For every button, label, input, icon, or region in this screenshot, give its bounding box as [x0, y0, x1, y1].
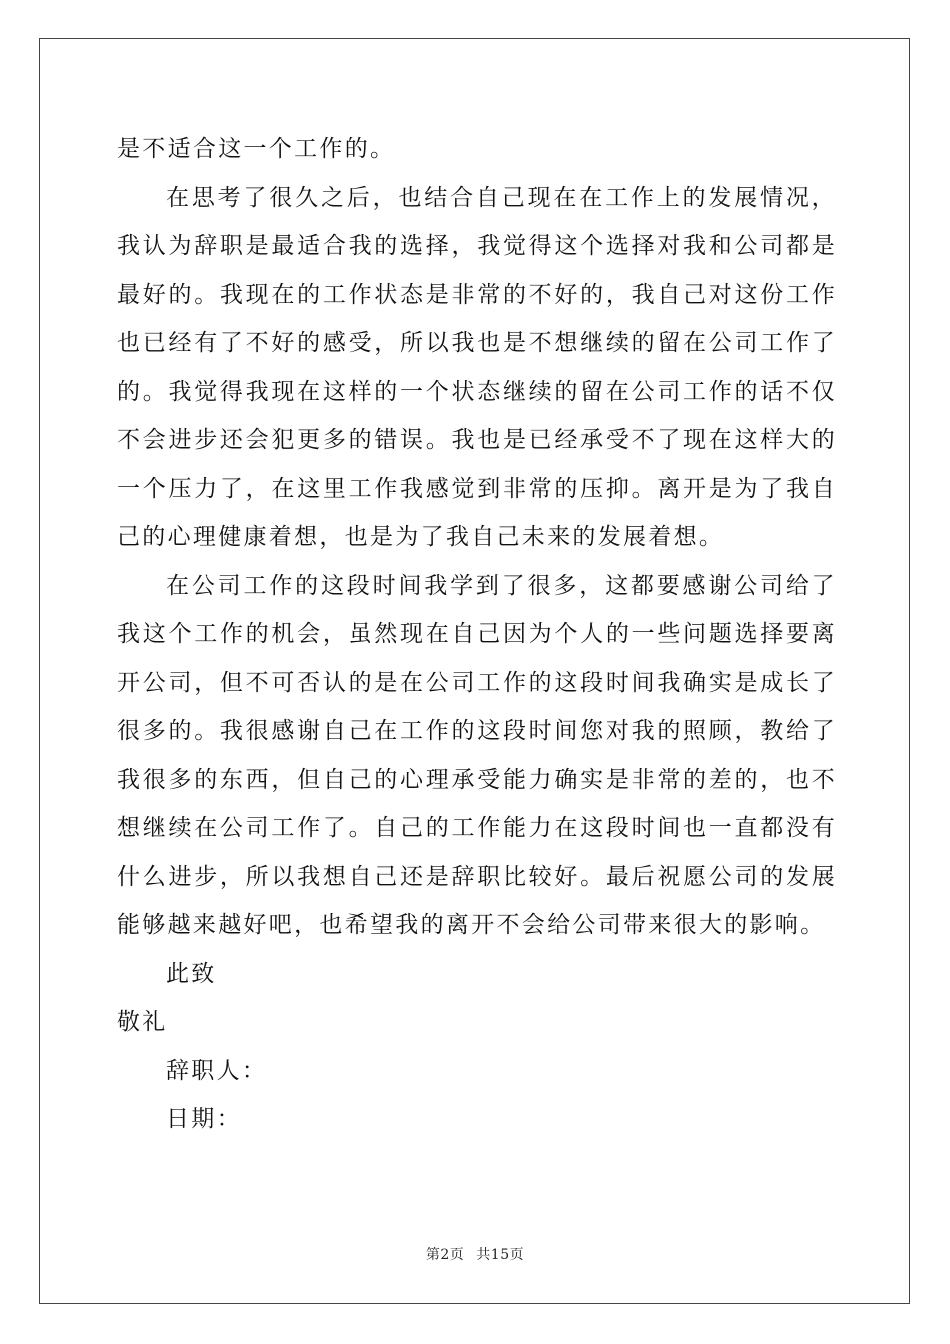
date-label: 日期：: [166, 1106, 242, 1132]
total-pages: 共15页: [476, 1247, 525, 1263]
letter-body: [117, 125, 837, 1144]
current-page-number: 第2页: [425, 1247, 465, 1263]
page-footer: [0, 1244, 950, 1264]
paragraph-reason: 在思考了很久之后，也结合自己现在在工作上的发展情况，我认为辞职是最适合我的选择，我觉得这个选择对我和公司都是最好的。我现在的工作状态是非常的不好的，我自己对这份工作也已经有了不好的感受，所以我也是不想继续的留在公司工作了的。我觉得我现在这样的一个状态继续的留在公司工作的话不仅不会进步还会犯更多的错误。我也是已经承受不了现在这样大的一个压力了，在这里工作我感觉到非常的压抑。离开是为了我自己的心理健康着想，也是为了我自己未来的发展着想。: [117, 184, 837, 550]
signer-label: 辞职人：: [166, 1057, 268, 1084]
paragraph-gratitude: 在公司工作的这段时间我学到了很多，这都要感谢公司给了我这个工作的机会，虽然现在自己因为个人的一些问题选择要离开公司，但不可否认的是在公司工作的这段时间我确实是成长了很多的。我很感谢自己在工作的这段时间您对我的照顾，教给了我很多的东西，但自己的心理承受能力确实是非常的差的，也不想继续在公司工作了。自己的工作能力在这段时间也一直都没有什么进步，所以我想自己还是辞职比较好。最后祝愿公司的发展能够越来越好吧，也希望我的离开不会给公司带来很大的影响。: [117, 572, 837, 938]
closing-phrase: 此致: [166, 960, 217, 987]
salutation: 敬礼: [117, 1009, 168, 1035]
paragraph-continuation: 是不适合这一个工作的。: [117, 136, 396, 162]
